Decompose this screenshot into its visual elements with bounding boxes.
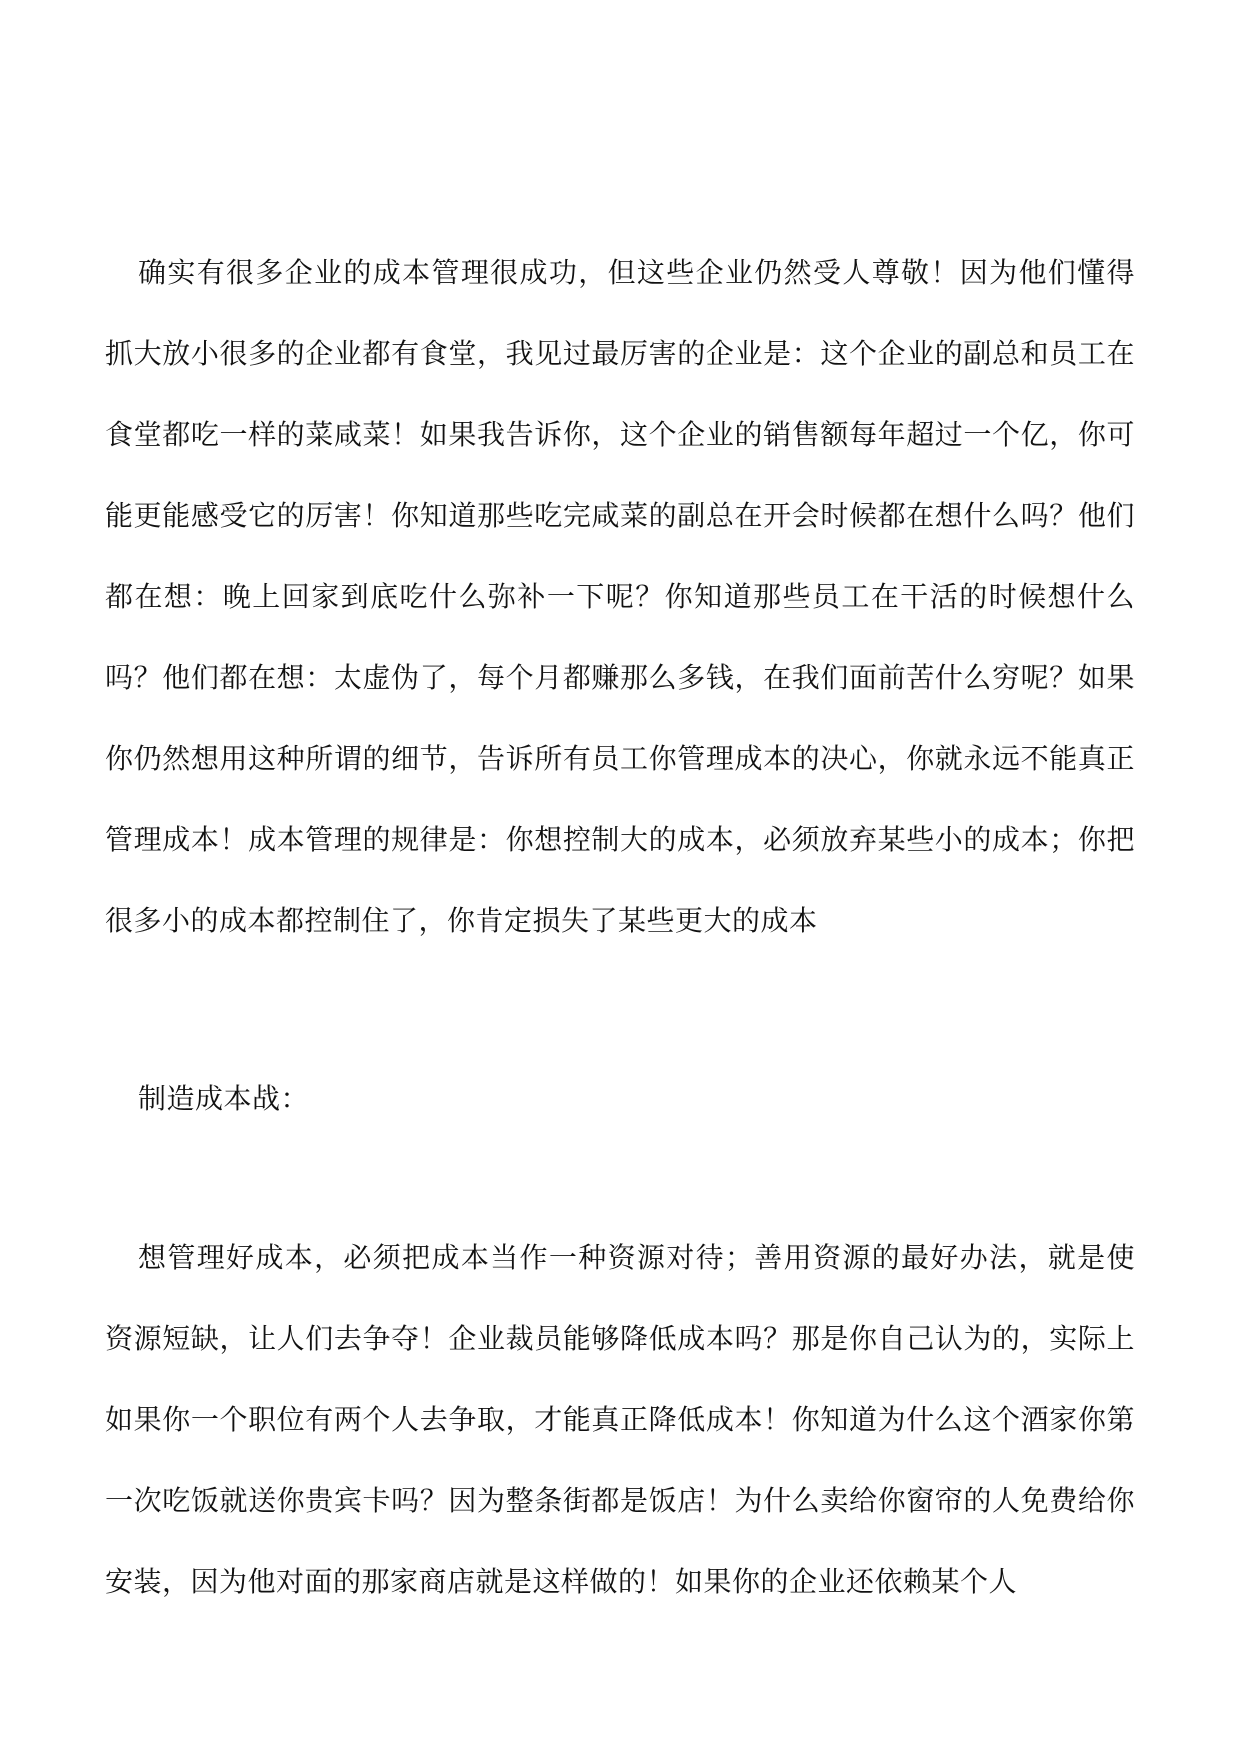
paragraph-cost-management: 确实有很多企业的成本管理很成功，但这些企业仍然受人尊敬！因为他们懂得抓大放小很多的企业都有食堂，我见过最厉害的企业是：这个企业的副总和员工在食堂都吃一样的菜咸菜！如果我告诉你，这个企业的销售额每年超过一个亿，你可能更能感受它的厉害！你知道那些吃完咸菜的副总在开会时候都在想什么吗？他们都在想：晚上回家到底吃什么弥补一下呢？你知道那些员工在干活的时候想什么吗？他们都在想：太虚伪了，每个月都赚那么多钱，在我们面前苦什么穷呢？如果你仍然想用这种所谓的细节，告诉所有员工你管理成本的决心，你就永远不能真正管理成本！成本管理的规律是：你想控制大的成本，必须放弃某些小的成本；你把很多小的成本都控制住了，你肯定损失了某些更大的成本 xyxy=(105,256,1135,937)
section-heading-cost-war: 制造成本战： xyxy=(138,1082,310,1115)
paragraph-resource-scarcity: 想管理好成本，必须把成本当作一种资源对待；善用资源的最好办法，就是使资源短缺，让人们去争夺！企业裁员能够降低成本吗？那是你自己认为的，实际上如果你一个职位有两个人去争取，才能真正降低成本！你知道为什么这个酒家你第一次吃饭就送你贵宾卡吗？因为整条街都是饭店！为什么卖给你窗帘的人免费给你安装，因为他对面的那家商店就是这样做的！如果你的企业还依赖某个人 xyxy=(105,1241,1135,1598)
